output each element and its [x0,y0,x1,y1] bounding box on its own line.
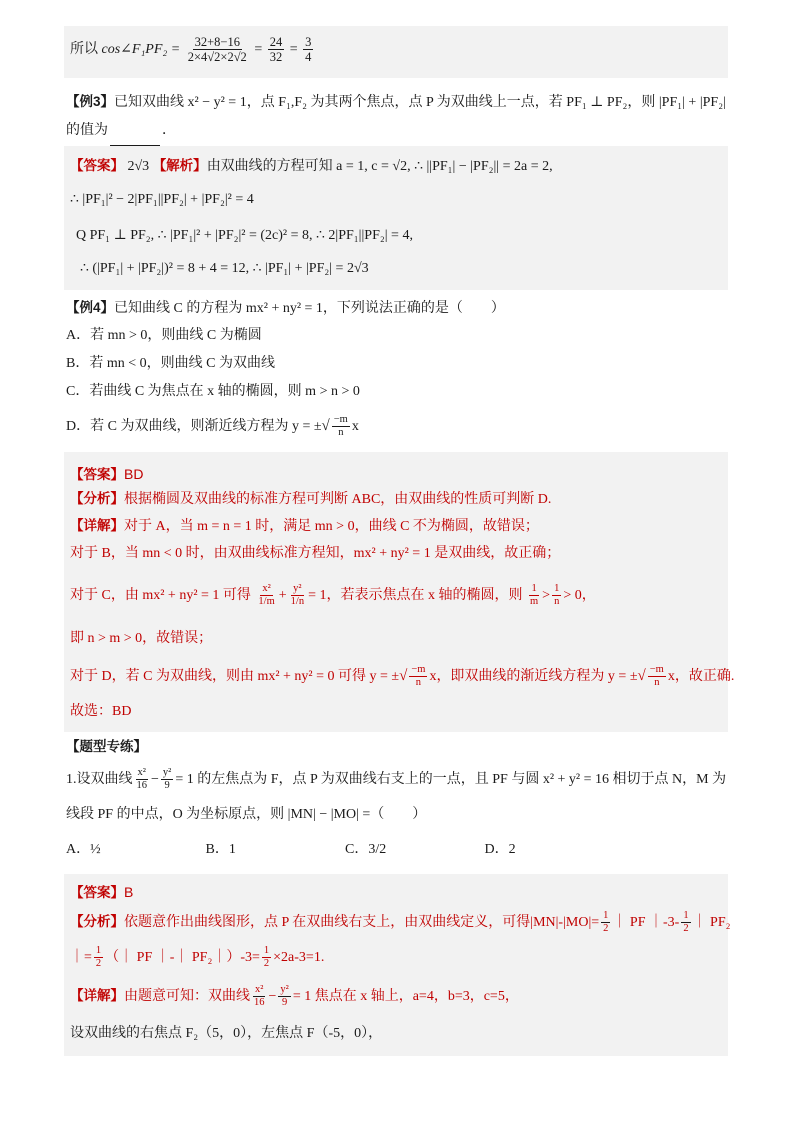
option-d: D．若 C 为双曲线，则渐近线方程为 y = ±√ $\frac{-m}{n}$ x [66,414,359,439]
analysis-label: 【解析】 [152,158,207,173]
option-c: C．若曲线 C 为焦点在 x 轴的椭圆，则 m > n > 0 [66,384,360,399]
cos-line: 所以 cos∠F₁PF₂ = $\frac{32+8-16}{2\times 4√2\times 2√2}$ = $\frac{24}{32}$ = $\frac{3}{4}$ [70,34,312,65]
practice-title: 【题型专练】 [66,739,147,754]
option-a: A．若 mn > 0，则曲线 C 为椭圆 [66,328,262,343]
option-b: B．1 [205,842,236,857]
example-4-solution: 【答案】BD 【分析】根据椭圆及双曲线的标准方程可判断 ABC，由双曲线的性质可判断 D. 【详解】对于 A，当 m = n = 1 时，满足 mn > 0，曲线 C 不为椭圆，故错误； 对于 B，当 mn < 0 时，由双曲线标准方程知，mx² + ny² = 1 是双曲线，故正确； 对于 C，由 mx² + ny² = 1 可得 $\frac{\text{x²}}{1/m}$ + $\frac{\text{y²}}{1/n}$ = 1，若表示焦点在 x 轴的椭圆，则 $\frac{1}{m}$ > $\frac{1}{n}$ > 0， 即 n > m > 0，故错误； 对于 D，若 C 为双曲线，则由 mx² + ny² = 0 可得 y = ±√ $\frac{-m}{n}$ x，即双曲线的渐近线方程为 y = ±√ $\frac{-m}{n}$ x，故正确. 故选：BD [64,452,728,732]
option-b: B．若 mn < 0，则曲线 C 为双曲线 [66,356,275,371]
cos-fraction-2: $\frac{24}{32}$ [269,34,283,65]
practice-solution: 【答案】B 【分析】依题意作出曲线图形，点 P 在双曲线右支上，由双曲线定义，可得|MN|-|MO|= $\frac{1}{2}$ ｜ PF ｜-3- $\frac{1}{2}$ ｜ PF₂ ｜= $\frac{1}{2}$ （｜ PF ｜-｜ PF₂｜）-3= $\frac{1}{2}$ ×2a-3=1. 【详解】由题意可知：双曲线 $\frac{\text{x²}}{16}$ − $\frac{\text{y²}}{9}$ = 1 焦点在 x 轴上，a=4，b=3，c=5， 设双曲线的右焦点 F₂（5，0），左焦点 F（-5，0）， [64,874,728,1056]
example-3-label: 【例3】 [66,94,115,109]
example-4: 【例4】已知曲线 C 的方程为 mx² + ny² = 1，下列说法正确的是（ ） A．若 mn > 0，则曲线 C 为椭圆 B．若 mn < 0，则曲线 C 为双曲线 C．若曲线 C 为焦点在 x 轴的椭圆，则 m > n > 0 D．若 C 为双曲线，则渐近线方程为 y = ±√ $\frac{-m}{n}$ x [64,290,728,446]
document-page [64,26,735,1056]
option-d: D．2 [484,842,516,857]
cos-fraction-3: $\frac{3}{4}$ [305,34,312,65]
answer-blank [110,131,160,146]
answer-label: 【答案】 [70,158,124,173]
solution-block-prev [64,26,728,78]
example-3: 【例3】已知双曲线 x² − y² = 1，点 F₁,F₂ 为其两个焦点，点 P 为双曲线上一点，若 PF₁ ⊥ PF₂，则 |PF₁| + |PF₂| 的值为 ． [64,78,728,146]
option-c: C．3/2 [345,842,387,857]
example-4-label: 【例4】 [66,300,115,315]
answer-value: 2√3 [127,159,150,174]
cos-fraction-1: $\frac{32+8-16}{2\times 4√2\times 2√2}$ [187,34,247,65]
example-3-text: 已知双曲线 x² − y² = 1，点 F₁,F₂ 为其两个焦点，点 P 为双曲线上一点，若 PF₁ ⊥ PF₂，则 |PF₁| + |PF₂| [114,95,726,110]
practice-options [66,830,726,870]
practice-section: 【题型专练】 1.设双曲线 $\frac{\text{x²}}{16}$ − $\frac{\text{y²}}{9}$ = 1 的左焦点为 F，点 P 为双曲线右支上的一点，且 PF 与圆 x² + y² = 16 相切于点 N，M 为 线段 PF 的中点，O 为坐标原点，则 |MN| − |MO| =（ ） A．½ B．1 C．3/2 D．2 [64,732,728,870]
option-a: A．½ [66,842,101,857]
example-3-solution: 【答案】 2√3 【解析】由双曲线的方程可知 a = 1, c = √2, ∴ ||PF₁| − |PF₂|| = 2a = 2, ∴ |PF₁|² − 2|PF₁||PF₂| + |PF₂|² = 4 Q PF₁ ⊥ PF₂, ∴ |PF₁|² + |PF₂|² = (2c)² = 8, ∴ 2|PF₁||PF₂| = 4, ∴ (|PF₁| + |PF₂|)² = 8 + 4 = 12, ∴ |PF₁| + |PF₂| = 2√3 [64,146,728,290]
